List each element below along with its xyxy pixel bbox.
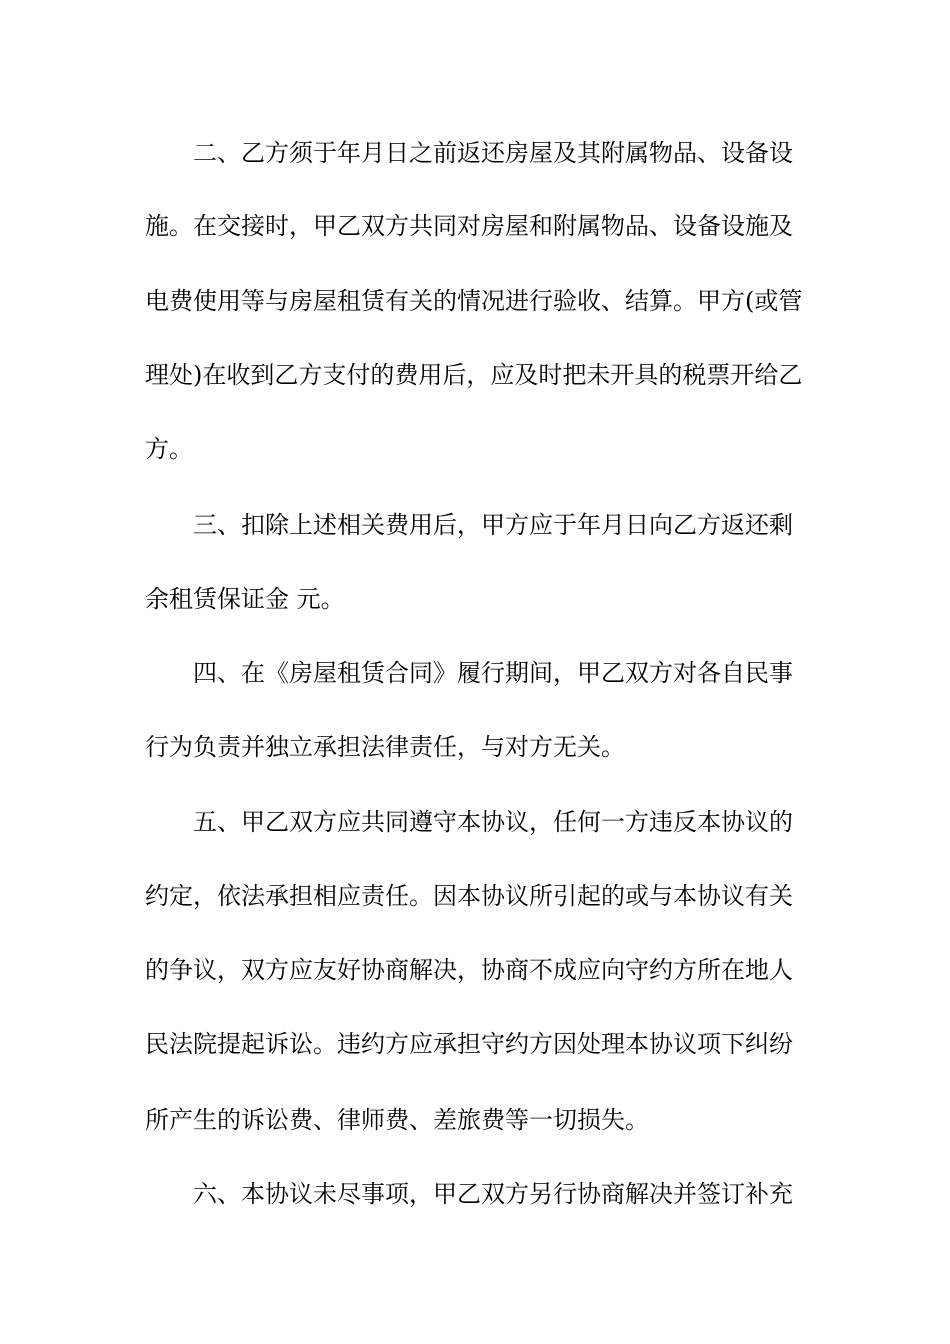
clause-2-line-3: 电费使用等与房屋租赁有关的情况进行验收、结算。甲方(或管 [145, 287, 803, 315]
clause-5-line-5: 所产生的诉讼费、律师费、差旅费等一切损失。 [145, 1106, 649, 1134]
clause-5-line-1: 五、甲乙双方应共同遵守本协议，任何一方违反本协议的 [193, 808, 793, 836]
clause-2-line-5: 方。 [145, 435, 193, 463]
clause-2-line-2: 施。在交接时，甲乙双方共同对房屋和附属物品、设备设施及 [145, 212, 793, 240]
clause-4-line-2: 行为负责并独立承担法律责任，与对方无关。 [145, 733, 625, 761]
clause-5-line-3: 的争议，双方应友好协商解决，协商不成应向守约方所在地人 [145, 956, 793, 984]
clause-3-line-2: 余租赁保证金 元。 [145, 585, 345, 613]
clause-2-line-4: 理处)在收到乙方支付的费用后，应及时把未开具的税票开给乙 [145, 361, 803, 389]
clause-2-line-1: 二、乙方须于年月日之前返还房屋及其附属物品、设备设 [193, 139, 793, 167]
clause-5-line-2: 约定，依法承担相应责任。因本协议所引起的或与本协议有关 [145, 882, 793, 910]
clause-5-line-4: 民法院提起诉讼。违约方应承担守约方因处理本协议项下纠纷 [145, 1030, 793, 1058]
clause-4-line-1: 四、在《房屋租赁合同》履行期间，甲乙双方对各自民事 [193, 659, 793, 687]
clause-3-line-1: 三、扣除上述相关费用后，甲方应于年月日向乙方返还剩 [193, 511, 793, 539]
clause-6-line-1: 六、本协议未尽事项，甲乙双方另行协商解决并签订补充 [193, 1180, 793, 1208]
